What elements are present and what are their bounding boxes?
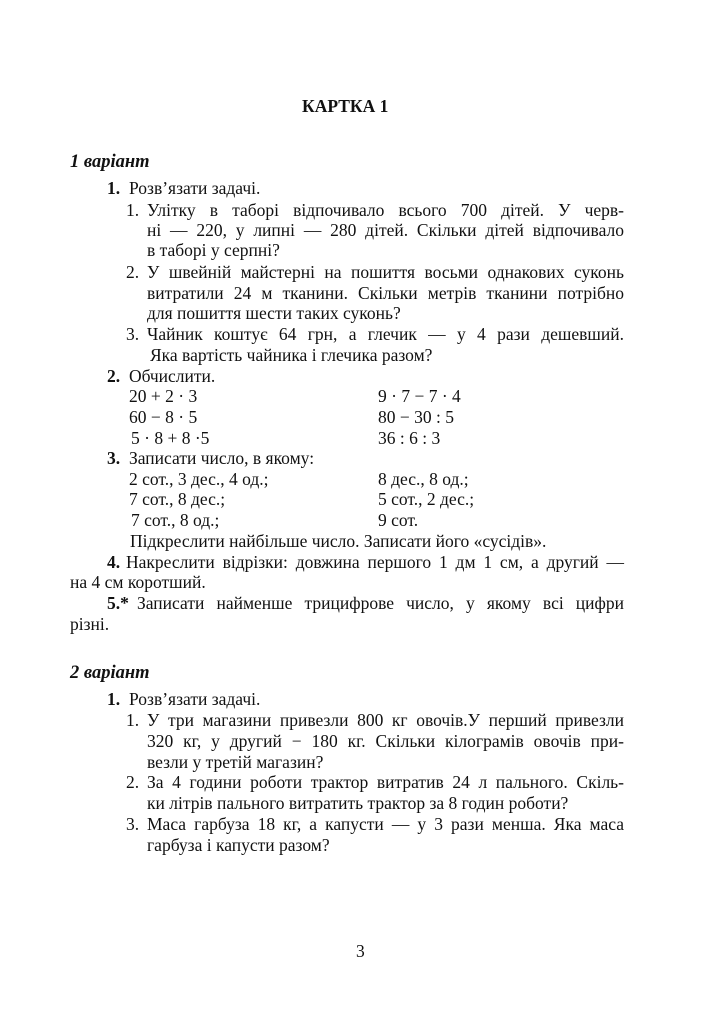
task-number: 1. [107, 178, 121, 198]
problem-line: гарбуза і капусти разом? [147, 835, 330, 855]
task-line: різні. [70, 614, 110, 634]
problem-line: Улітку в таборі відпочивало всього 700 дітей. У черв- [147, 200, 624, 220]
problem-line: ки літрів пального витратить трактор за 8 годин роботи? [147, 793, 569, 813]
problem-line: 320 кг, у другий − 180 кг. Скільки кілограмів овочів при- [147, 731, 624, 751]
problem-line: Чайник коштує 64 грн, а глечик — у 4 рази дешевший. [147, 324, 624, 344]
task-line: Записати найменше трицифрове число, у якому всі цифри [137, 593, 624, 613]
expression: 5 · 8 + 8 ·5 [131, 428, 210, 448]
task-text: Записати число, в якому: [129, 448, 315, 468]
expression: 60 − 8 · 5 [129, 407, 198, 427]
page-number: 3 [356, 941, 365, 961]
problem-number: 1. [126, 710, 140, 730]
number-item: 8 дес., 8 од.; [378, 469, 469, 489]
problem-line: в таборі у серпні? [147, 240, 280, 260]
task-line: на 4 см коротший. [70, 572, 206, 592]
task-text: Розв’язати задачі. [129, 689, 261, 709]
problem-line: У швейній майстерні на пошиття восьми однакових суконь [147, 262, 624, 282]
number-item: 5 сот., 2 дес.; [378, 489, 475, 509]
number-item: 7 сот., 8 дес.; [129, 489, 226, 509]
number-item: 2 сот., 3 дес., 4 од.; [129, 469, 269, 489]
variant-1-heading: 1 варіант [70, 152, 150, 172]
problem-line: витратили 24 м тканини. Скільки метрів тканини потрібно [147, 283, 624, 303]
problem-number: 1. [126, 200, 140, 220]
expression: 80 − 30 : 5 [378, 407, 454, 427]
task-number: 1. [107, 689, 121, 709]
number-item: 7 сот., 8 од.; [131, 510, 220, 530]
problem-line: Маса гарбуза 18 кг, а капусти — у 3 рази менша. Яка маса [147, 814, 624, 834]
variant-2-heading: 2 варіант [70, 663, 150, 683]
problem-number: 2. [126, 772, 140, 792]
problem-number: 2. [126, 262, 140, 282]
card-title: КАРТКА 1 [302, 96, 389, 116]
task-text: Обчислити. [129, 366, 216, 386]
task-number: 3. [107, 448, 121, 468]
problem-line: У три магазини привезли 800 кг овочів.У перший привезли [147, 710, 624, 730]
problem-line: везли у третій магазин? [147, 752, 324, 772]
expression: 9 · 7 − 7 · 4 [378, 386, 461, 406]
task-number: 5.* [107, 593, 129, 613]
task-text: Розв’язати задачі. [129, 178, 261, 198]
problem-number: 3. [126, 324, 140, 344]
expression: 20 + 2 · 3 [129, 386, 198, 406]
problem-line: ні — 220, у липні — 280 дітей. Скільки дітей відпочивало [147, 220, 624, 240]
problem-number: 3. [126, 814, 140, 834]
expression: 36 : 6 : 3 [378, 428, 441, 448]
number-item: 9 сот. [378, 510, 419, 530]
problem-line: Яка вартість чайника і глечика разом? [150, 345, 433, 365]
task-number: 4. [107, 552, 121, 572]
task-note: Підкреслити найбільше число. Записати його «сусідів». [130, 531, 547, 551]
task-number: 2. [107, 366, 121, 386]
task-line: Накреслити відрізки: довжина першого 1 дм 1 см, а другий — [126, 552, 624, 572]
problem-line: для пошиття шести таких суконь? [147, 303, 401, 323]
problem-line: За 4 години роботи трактор витратив 24 л пального. Скіль- [147, 772, 624, 792]
